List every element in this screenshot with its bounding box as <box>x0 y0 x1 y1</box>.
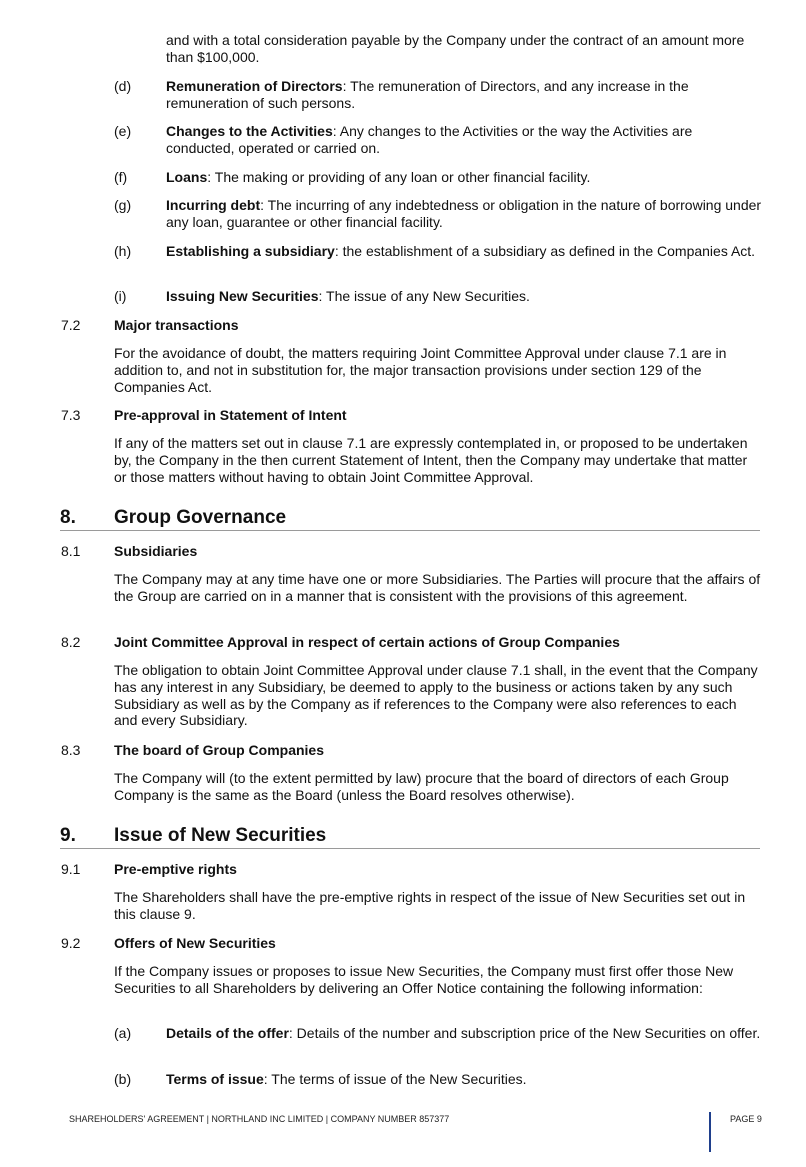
clause-number: 7.3 <box>61 407 81 423</box>
clause-body: If the Company issues or proposes to issue New Securities, the Company must first offer those New Securities to all Shareholders by delivering an Offer Notice containing the following information: <box>114 963 734 996</box>
item-label: (g) <box>114 197 132 213</box>
item-label: (e) <box>114 123 132 139</box>
item-label: (b) <box>114 1071 132 1087</box>
item-label: (i) <box>114 288 127 304</box>
clause-body: The obligation to obtain Joint Committee Approval under clause 7.1 shall, in the event that the Company has any interest in any Subsidiary, be deemed to apply to the business or actions taken by any such Subsidiary as well as by the Company as if references to the Company were also references to each and every Subsidiary. <box>114 662 758 729</box>
item-title: Terms of issue <box>166 1071 264 1087</box>
item-text: : Any changes to the Activities or the way the Activities are conducted, operated or carried on. <box>166 123 693 156</box>
item-title: Establishing a subsidiary <box>166 243 335 259</box>
clause-heading: Offers of New Securities <box>114 935 276 951</box>
clause-number: 8.3 <box>61 742 81 758</box>
item-title: Changes to the Activities <box>166 123 333 139</box>
list-item <box>166 123 762 157</box>
section-title: Group Governance <box>114 507 287 528</box>
clause-body: For the avoidance of doubt, the matters requiring Joint Committee Approval under clause 7.1 are in addition to, and not in substitution for, the major transaction provisions under section 129 of the Companies Act. <box>114 345 727 395</box>
item-text: : the establishment of a subsidiary as defined in the Companies Act. <box>334 243 756 259</box>
item-label: (d) <box>114 78 132 94</box>
clause-number: 9.1 <box>61 861 81 877</box>
list-item <box>166 197 762 231</box>
footer-divider <box>709 1112 711 1152</box>
section-divider <box>60 530 760 531</box>
item-title: Remuneration of Directors <box>166 78 343 94</box>
clause-number: 8.2 <box>61 634 81 650</box>
item-title: Details of the offer <box>166 1025 289 1041</box>
clause-heading: Subsidiaries <box>114 543 198 559</box>
intro-continuation: and with a total consideration payable by the Company under the contract of an amount more than $100,000. <box>166 32 745 65</box>
section-divider <box>60 848 760 849</box>
clause-body: If any of the matters set out in clause 7.1 are expressly contemplated in, or proposed to be undertaken by, the Company in the then current Statement of Intent, then the Company may undertake that matter or those matters without having to obtain Joint Committee Approval. <box>114 435 748 485</box>
clause-heading: The board of Group Companies <box>114 742 325 758</box>
clause-number: 9.2 <box>61 935 81 951</box>
clause-body: The Company will (to the extent permitted by law) procure that the board of directors of each Group Company is the same as the Board (unless the Board resolves otherwise). <box>114 770 729 803</box>
list-item <box>166 1071 762 1088</box>
section-title: Issue of New Securities <box>114 825 327 846</box>
item-text: : The issue of any New Securities. <box>318 288 530 304</box>
clause-number: 8.1 <box>61 543 81 559</box>
item-label: (h) <box>114 243 132 259</box>
item-text: : The terms of issue of the New Securities. <box>263 1071 527 1087</box>
item-label: (f) <box>114 169 128 185</box>
footer-document-title: SHAREHOLDERS' AGREEMENT | NORTHLAND INC LIMITED | COMPANY NUMBER 857377 <box>69 1114 450 1124</box>
item-title: Issuing New Securities <box>166 288 319 304</box>
section-number: 8. <box>60 507 76 528</box>
list-item <box>166 243 762 260</box>
item-text: : Details of the number and subscription price of the New Securities on offer. <box>288 1025 761 1041</box>
item-label: (a) <box>114 1025 132 1041</box>
section-number: 9. <box>60 825 76 846</box>
list-item <box>166 78 762 112</box>
clause-heading: Major transactions <box>114 317 239 333</box>
item-text: : The remuneration of Directors, and any increase in the remuneration of such persons. <box>166 78 689 111</box>
item-text: : The making or providing of any loan or other financial facility. <box>207 169 591 185</box>
list-item <box>166 288 762 305</box>
clause-body: The Company may at any time have one or more Subsidiaries. The Parties will procure that the affairs of the Group are carried on in a manner that is consistent with the provisions of this agreement. <box>114 571 761 604</box>
item-title: Incurring debt <box>166 197 261 213</box>
list-item <box>166 169 762 186</box>
clause-body: The Shareholders shall have the pre-emptive rights in respect of the issue of New Securities set out in this clause 9. <box>114 889 746 922</box>
page-number: PAGE 9 <box>730 1114 762 1124</box>
clause-heading: Pre-approval in Statement of Intent <box>114 407 347 423</box>
item-title: Loans <box>166 169 208 185</box>
clause-heading: Joint Committee Approval in respect of certain actions of Group Companies <box>114 634 620 650</box>
clause-number: 7.2 <box>61 317 81 333</box>
clause-heading: Pre-emptive rights <box>114 861 237 877</box>
item-text: : The incurring of any indebtedness or obligation in the nature of borrowing under any loan, guarantee or other financial facility. <box>166 197 762 230</box>
list-item <box>166 1025 762 1042</box>
